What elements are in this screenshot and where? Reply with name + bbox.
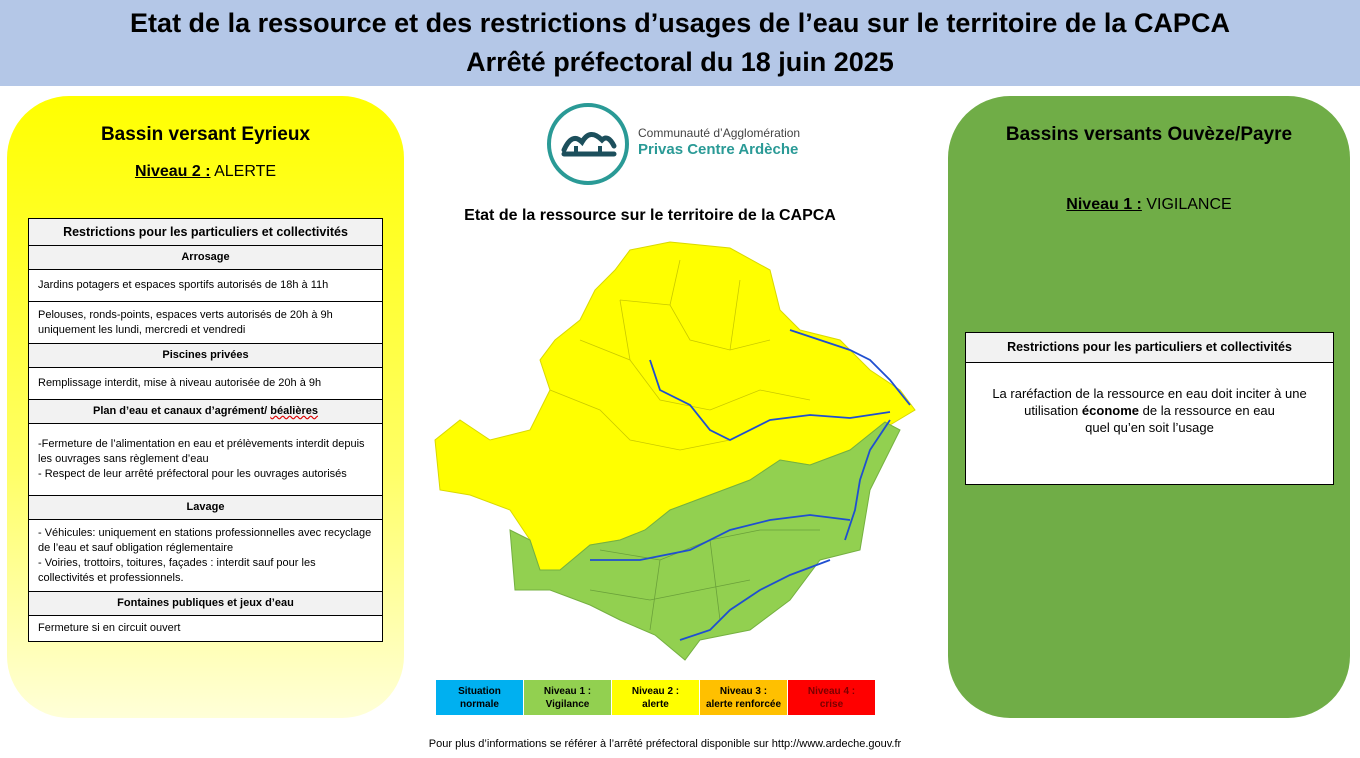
legend-alerte	[612, 680, 700, 715]
restriction-text-line3: quel qu’en soit l’usage	[1085, 420, 1214, 435]
section-arrosage: Arrosage	[29, 246, 383, 270]
legend-label: Vigilance	[545, 698, 590, 710]
section-plan-eau-title: Plan d’eau et canaux d’agrément/	[93, 405, 268, 417]
legend-normale	[436, 680, 524, 715]
header-banner	[0, 0, 1360, 86]
table-row: Pelouses, ronds-points, espaces verts autorisés de 20h à 9h uniquement les lundi, mercredi et vendredi	[29, 302, 383, 344]
table-header: Restrictions pour les particuliers et collectivités	[29, 219, 383, 246]
legend-label: Niveau 2 :	[631, 685, 680, 697]
ouveze-payre-panel	[948, 96, 1350, 718]
legend-alerte-renforcee	[700, 680, 788, 715]
legend-label: Niveau 4 :	[807, 685, 856, 697]
section-lavage: Lavage	[29, 496, 383, 520]
legend-label: alerte renforcée	[705, 698, 782, 710]
restriction-text-line2a: utilisation	[1024, 403, 1079, 418]
capca-map	[430, 240, 920, 670]
section-plan-eau-bealieres: béalières	[270, 405, 318, 417]
eyrieux-level-label: Niveau 2 :	[134, 163, 211, 180]
eyrieux-level	[7, 163, 404, 181]
logo-text-line2: Privas Centre Ardèche	[638, 141, 799, 158]
table-row: -Fermeture de l’alimentation en eau et prélèvements interdit depuis les ouvrages sans règlement d’eau - Respect de leur arrêté préfectoral pour les ouvrages autorisés	[29, 424, 383, 496]
restriction-text-line1: La raréfaction de la ressource en eau doit inciter à une	[992, 386, 1307, 401]
ouveze-level-value: VIGILANCE	[1146, 196, 1232, 213]
ouveze-restrictions-box	[965, 332, 1334, 485]
ouveze-level-label: Niveau 1 :	[1066, 196, 1142, 213]
eyrieux-title: Bassin versant Eyrieux	[100, 124, 311, 145]
section-piscines: Piscines privées	[29, 344, 383, 368]
section-fontaines: Fontaines publiques et jeux d’eau	[29, 592, 383, 616]
table-row: Remplissage interdit, mise à niveau autorisée de 20h à 9h	[29, 368, 383, 400]
table-row: - Véhicules: uniquement en stations professionnelles avec recyclage de l’eau et sauf obligation réglementaire - Voiries, trottoirs, toitures, façades : interdit sauf pour les collectivités et professionnels.	[29, 520, 383, 592]
ouveze-payre-title: Bassins versants Ouvèze/Payre	[1005, 124, 1293, 145]
legend-label: Niveau 3 :	[719, 685, 768, 697]
legend-label: crise	[819, 698, 844, 710]
eyrieux-panel	[7, 96, 404, 718]
eyrieux-restrictions-table	[28, 218, 383, 642]
eyrieux-level-value: ALERTE	[214, 163, 277, 180]
legend-label: alerte	[642, 698, 669, 710]
header-subtitle: Arrêté préfectoral du 18 juin 2025	[466, 47, 894, 77]
ouveze-restrictions-text	[966, 363, 1333, 436]
ouveze-payre-level	[948, 196, 1350, 214]
ouveze-restrictions-header: Restrictions pour les particuliers et collectivités	[966, 333, 1333, 363]
legend-label: Niveau 1 :	[543, 685, 592, 697]
table-row: Fermeture si en circuit ouvert	[29, 616, 383, 642]
bridge-logo-icon	[546, 102, 630, 186]
footer-note: Pour plus d’informations se référer à l’arrêté préfectoral disponible sur http://www.ardeche.gouv.fr	[428, 738, 902, 750]
logo-text-line1: Communauté d’Agglomération	[638, 126, 801, 140]
legend-label: normale	[460, 698, 499, 710]
legend-vigilance	[524, 680, 612, 715]
restriction-text-econome: économe	[1081, 403, 1139, 418]
map-legend	[436, 680, 876, 715]
header-title: Etat de la ressource et des restrictions d’usages de l’eau sur le territoire de la CAPCA	[130, 8, 1230, 38]
section-plan-eau	[29, 400, 383, 424]
table-row: Jardins potagers et espaces sportifs autorisés de 18h à 11h	[29, 270, 383, 302]
restriction-text-line2b: de la ressource en eau	[1142, 403, 1275, 418]
legend-crise	[788, 680, 876, 715]
map-title: Etat de la ressource sur le territoire de la CAPCA	[464, 207, 836, 224]
legend-label: Situation	[458, 685, 501, 697]
